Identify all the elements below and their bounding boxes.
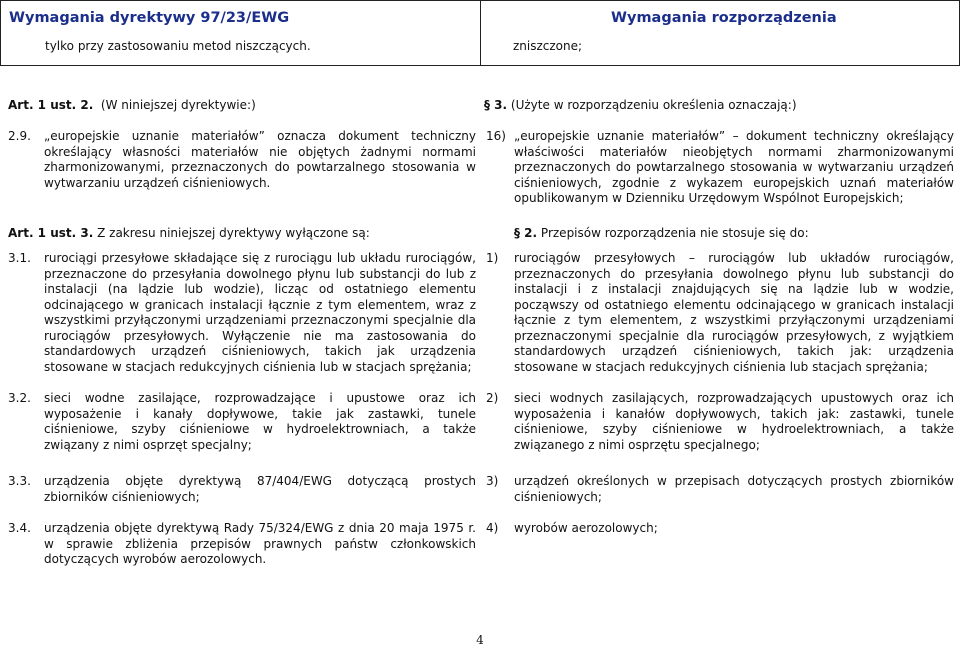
right-point-2: [486, 391, 954, 453]
left-point-2-9: [8, 129, 476, 191]
left-art1-ust2-rest: (W niniejszej dyrektywie:): [100, 98, 256, 112]
header-right-subtext: zniszczone;: [513, 39, 583, 53]
right-point-16-text: „europejskie uznanie materiałów” – dokument techniczny określający właściwości materiałów nieobjętych normami zharmonizowanymi przeznaczonych do powtarzalnego stosowania w wytwarzaniu urządzeń ciśnieniowych, zgodnie z wykazem europejskich uznań materiałów opublikowanym w Dzienniku Urzędowym Wspólnot Europejskich;: [514, 129, 954, 205]
right-point-1-text: rurociągów przesyłowych – rurociągów lub układów rurociągów, przeznaczonych do przesyłania dowolnego płynu lub substancji do instalacji i z instalacji znajdujących się na lądzie lub w wodzie, począwszy od ostatniego elementu odcinającego w granicach instalacji łącznie z tym elementem, z wszystkimi przyłączonymi urządzeniami przeznaczonymi specjalnie dla rurociągów przesyłowych, z wyjątkiem standardowych urządzeń ciśnieniowych, takich jak: urządzenia stosowane w stacjach redukcyjnych ciśnienia lub stacjach sprężania;: [514, 251, 954, 374]
header-left-subtext: tylko przy zastosowaniu metod niszczących.: [45, 39, 311, 53]
left-point-3-2-number: 3.2.: [8, 391, 31, 405]
right-point-3-text: urządzeń określonych w przepisach dotyczących prostych zbiorników ciśnieniowych;: [514, 474, 954, 504]
right-point-16-number: 16): [486, 129, 506, 143]
left-point-3-3: [8, 474, 476, 505]
table-header: [0, 0, 960, 66]
right-point-1: [486, 251, 954, 375]
header-right-cell: [480, 0, 960, 66]
left-art1-ust3-heading: [8, 226, 478, 242]
left-art1-ust3-bold: Art. 1 ust. 3.: [8, 226, 94, 240]
left-point-2-9-text: „europejskie uznanie materiałów” oznacza dokument techniczny określający własności materiałów nie objętych żadnymi normami zharmonizowanymi, przeznaczonych do powtarzalnego stosowania w wytwarzaniu urządzeń ciśnieniowych.: [44, 129, 476, 190]
right-par2-rest: Przepisów rozporządzenia nie stosuje się do:: [540, 226, 809, 240]
header-right-title: Wymagania rozporządzenia: [611, 10, 837, 26]
right-par3-bold: § 3.: [484, 98, 508, 112]
right-par3-rest: (Użyte w rozporządzeniu określenia oznaczają:): [510, 98, 797, 112]
right-point-16: [486, 129, 954, 207]
right-point-4-number: 4): [486, 521, 499, 535]
left-point-3-1-number: 3.1.: [8, 251, 31, 265]
left-point-3-4-text: urządzenia objęte dyrektywą Rady 75/324/EWG z dnia 20 maja 1975 r. w sprawie zbliżenia przepisów prawnych państw członkowskich dotyczących wyrobów aerozolowych.: [44, 521, 476, 566]
left-point-3-2-text: sieci wodne zasilające, rozprowadzające i upustowe oraz ich wyposażenie i kanały dopływowe, takie jak zastawki, tunele ciśnieniowe, szyby ciśnieniowe w hydroelektrowniach, a także związany z nimi osprzęt specjalny;: [44, 391, 476, 452]
left-point-3-3-text: urządzenia objęte dyrektywą 87/404/EWG dotyczącą prostych zbiorników ciśnieniowych;: [44, 474, 476, 504]
right-point-4-text: wyrobów aerozolowych;: [514, 521, 658, 535]
left-point-3-3-number: 3.3.: [8, 474, 31, 488]
page-number: 4: [476, 633, 484, 647]
left-point-3-4: [8, 521, 476, 568]
left-art1-ust2-heading: [8, 98, 478, 114]
right-point-3: [486, 474, 954, 505]
left-art1-ust2-bold: Art. 1 ust. 2.: [8, 98, 94, 112]
right-par3-heading: [484, 98, 954, 114]
right-point-2-text: sieci wodnych zasilających, rozprowadzających upustowych oraz ich wyposażenia i kanałów dopływowych, takich jak: zastawki, tunele ciśnieniowe, szyby ciśnieniowe w hydroelektrowniach, a także związanego z nimi osprzętu specjalnego;: [514, 391, 954, 452]
right-point-3-number: 3): [486, 474, 499, 488]
left-point-3-1-text: rurociągi przesyłowe składające się z rurociągu lub układu rurociągów, przeznaczone do przesyłania dowolnego płynu lub substancji do lub z instalacji (na lądzie lub wodzie), licząc od ostatniego elementu odcinającego w granicach instalacji łącznie z tym elementem, wraz z wszystkimi przyłączonymi urządzeniami przeznaczonymi specjalnie dla rurociągów przesyłowych. Wyłączenie nie ma zastosowania do standardowych urządzeń ciśnieniowych, takich jak urządzenia stosowane w stacjach redukcyjnych ciśnienia lub w stacjach sprężania;: [44, 251, 476, 374]
header-left-cell: [0, 0, 481, 66]
right-par2-heading: [514, 226, 954, 242]
right-point-1-number: 1): [486, 251, 499, 265]
right-par2-bold: § 2.: [514, 226, 538, 240]
left-point-3-4-number: 3.4.: [8, 521, 31, 535]
header-left-title: Wymagania dyrektywy 97/23/EWG: [9, 10, 290, 26]
left-art1-ust3-rest: Z zakresu niniejszej dyrektywy wyłączone są:: [97, 226, 370, 240]
left-point-3-2: [8, 391, 476, 453]
right-point-4: [486, 521, 954, 537]
left-point-3-1: [8, 251, 476, 375]
left-point-2-9-number: 2.9.: [8, 129, 31, 143]
right-point-2-number: 2): [486, 391, 499, 405]
